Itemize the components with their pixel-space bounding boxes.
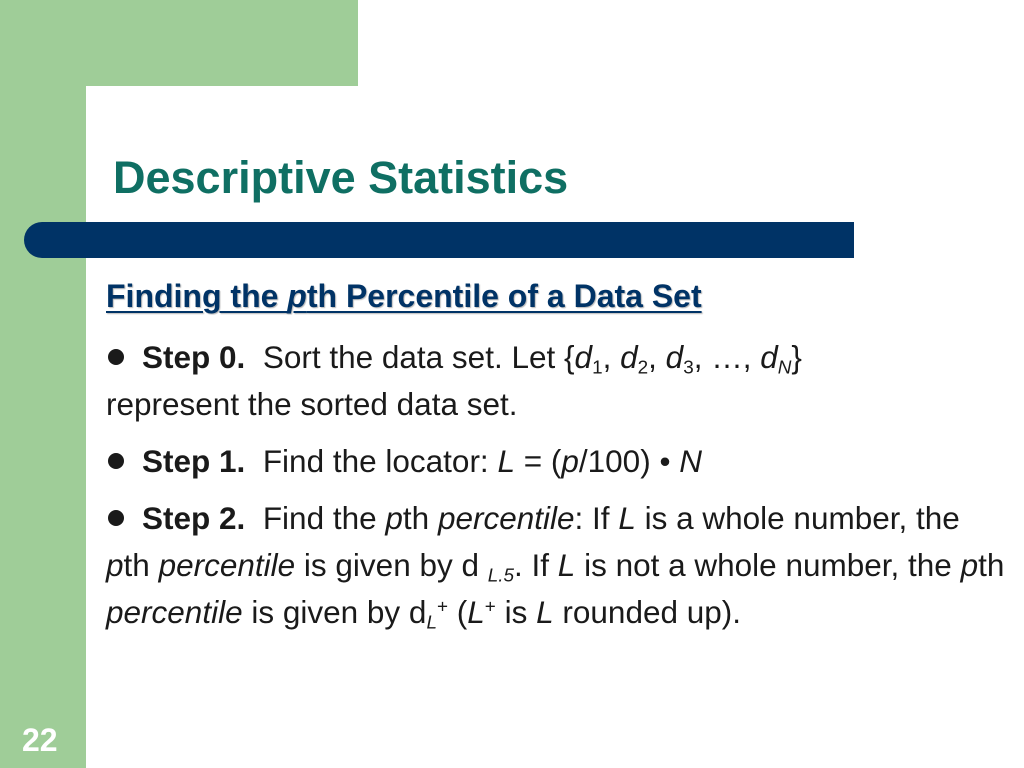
math-var: p: [106, 547, 124, 583]
math-var: d: [620, 339, 638, 375]
step-text: Find the locator:: [262, 443, 498, 479]
step-text: th: [978, 547, 1005, 583]
step-text: is given by d: [242, 594, 427, 630]
step-text: represent the sorted data set.: [106, 386, 518, 422]
step-text: th: [402, 500, 438, 536]
slide-subtitle: [106, 276, 702, 316]
math-var: p: [561, 443, 579, 479]
step-text: = (: [514, 443, 562, 479]
subtitle-part: th Percentile of a Data Set: [306, 278, 702, 314]
math-var: L: [557, 547, 576, 583]
step-label: Step 1.: [142, 443, 246, 479]
step-text: rounded up).: [553, 594, 742, 630]
step-text: . If: [514, 547, 558, 583]
slide-body: [106, 334, 1006, 646]
step-text: is a whole number, the: [635, 500, 960, 536]
bullet-icon: [108, 349, 124, 365]
slide-title: Descriptive Statistics: [113, 152, 569, 203]
title-underline-bar: [24, 222, 854, 258]
step-text: : If: [574, 500, 619, 536]
math-superscript: +: [484, 596, 496, 618]
math-var: L: [536, 594, 554, 630]
math-var: L: [467, 594, 485, 630]
math-var: p: [960, 547, 979, 583]
subtitle-p-variable: p: [287, 278, 307, 314]
step-text: is given by d: [295, 547, 488, 583]
math-var: L: [497, 443, 515, 479]
subtitle-part: Finding the: [106, 278, 288, 314]
step-0: [106, 334, 1006, 428]
left-green-band: [0, 0, 86, 768]
math-subscript: 1: [592, 357, 603, 379]
math-var: d: [665, 339, 684, 375]
step-text: is not a whole number, the: [575, 547, 961, 583]
math-subscript: L: [426, 612, 437, 634]
math-subscript: 3: [683, 357, 694, 379]
term-percentile: percentile: [106, 594, 243, 630]
math-subscript: N: [777, 357, 792, 379]
step-label: Step 0.: [142, 339, 246, 375]
slide-number: 22: [22, 722, 58, 758]
step-text: ,: [648, 339, 666, 375]
step-text: Find the: [262, 500, 386, 536]
term-percentile: percentile: [158, 547, 296, 583]
math-subscript: L.5: [487, 565, 515, 587]
math-var: N: [679, 443, 702, 479]
step-label: Step 2.: [142, 500, 246, 536]
math-subscript: 2: [637, 357, 649, 379]
bullet-icon: [108, 453, 124, 469]
step-text: , …,: [693, 339, 761, 375]
step-text: is: [495, 594, 537, 630]
math-var: L: [618, 500, 636, 536]
step-text: }: [791, 339, 802, 375]
bullet-icon: [108, 510, 124, 526]
math-var: d: [760, 339, 778, 375]
step-text: Sort the data set. Let {: [262, 339, 575, 375]
step-text: /100) •: [578, 443, 680, 479]
top-green-band: [0, 0, 358, 86]
term-percentile: percentile: [437, 500, 575, 536]
step-text: (: [448, 594, 468, 630]
math-superscript: +: [436, 596, 449, 618]
math-var: p: [385, 500, 403, 536]
step-2: [106, 495, 1006, 636]
step-text: th: [123, 547, 159, 583]
step-1: [106, 438, 1006, 485]
math-var: d: [574, 339, 593, 375]
step-text: ,: [602, 339, 621, 375]
